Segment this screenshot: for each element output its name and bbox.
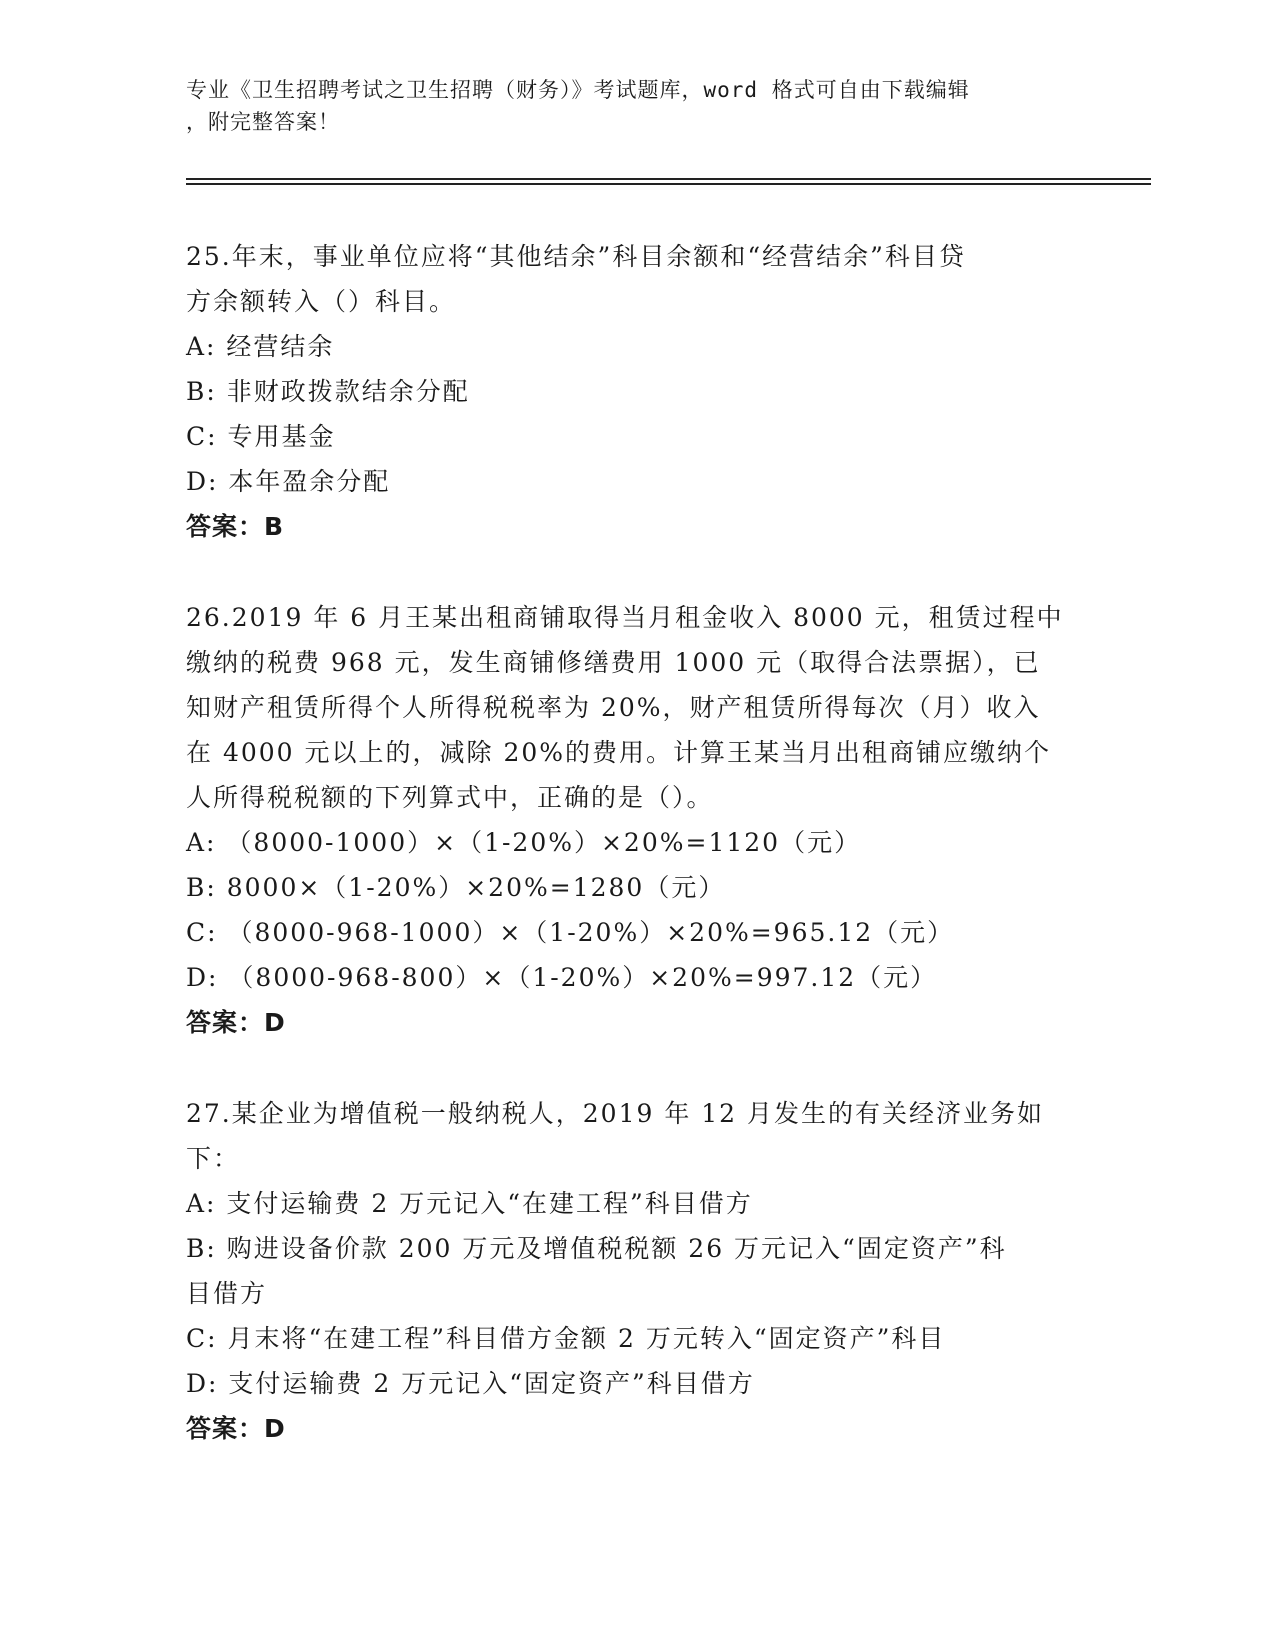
question-stem: 在 4000 元以上的，减除 20%的费用。计算王某当月出租商铺应缴纳个 (186, 738, 1052, 767)
option-a: A: （8000-1000）×（1-20%）×20%=1120（元） (186, 828, 862, 857)
option-a: A: 支付运输费 2 万元记入“在建工程”科目借方 (186, 1189, 753, 1218)
option-b: B: 非财政拨款结余分配 (186, 377, 470, 406)
option-c: C: 月末将“在建工程”科目借方金额 2 万元转入“固定资产”科目 (186, 1324, 946, 1353)
option-b: B: 购进设备价款 200 万元及增值税税额 26 万元记入“固定资产”科 (186, 1234, 1007, 1263)
question-list (186, 234, 1086, 1497)
question-stem: 知财产租赁所得个人所得税税率为 20%，财产租赁所得每次（月）收入 (186, 693, 1041, 722)
option-d: D: （8000-968-800）×（1-20%）×20%=997.12（元） (186, 963, 938, 992)
header-note (186, 74, 1066, 138)
option-a: A: 经营结余 (186, 332, 335, 361)
option-c: C: 专用基金 (186, 422, 336, 451)
answer-label: 答案：B (186, 512, 285, 541)
option-d: D: 支付运输费 2 万元记入“固定资产”科目借方 (186, 1369, 755, 1398)
question-stem: 25.年末，事业单位应将“其他结余”科目余额和“经营结余”科目贷 (186, 242, 966, 271)
option-b-continued: 目借方 (186, 1279, 268, 1308)
question-stem: 人所得税税额的下列算式中，正确的是（）。 (186, 783, 714, 812)
question-stem: 27.某企业为增值税一般纳税人，2019 年 12 月发生的有关经济业务如 (186, 1099, 1045, 1128)
header-divider (186, 178, 1151, 180)
question-stem: 下： (186, 1144, 241, 1173)
question-stem: 方余额转入（）科目。 (186, 287, 457, 316)
answer-label: 答案：D (186, 1008, 286, 1037)
header-divider (186, 183, 1151, 185)
answer-label: 答案：D (186, 1414, 286, 1443)
option-c: C: （8000-968-1000）×（1-20%）×20%=965.12（元） (186, 918, 955, 947)
header-line: ，附完整答案！ (186, 110, 340, 134)
question-item (186, 234, 1086, 549)
header-line: 专业《卫生招聘考试之卫生招聘（财务）》考试题库，word 格式可自由下载编辑 (186, 78, 970, 102)
option-b: B: 8000×（1-20%）×20%=1280（元） (186, 873, 726, 902)
question-item (186, 595, 1086, 1045)
question-stem: 缴纳的税费 968 元，发生商铺修缮费用 1000 元（取得合法票据），已 (186, 648, 1041, 677)
question-stem: 26.2019 年 6 月王某出租商铺取得当月租金收入 8000 元，租赁过程中 (186, 603, 1064, 632)
question-item (186, 1091, 1086, 1451)
option-d: D: 本年盈余分配 (186, 467, 391, 496)
